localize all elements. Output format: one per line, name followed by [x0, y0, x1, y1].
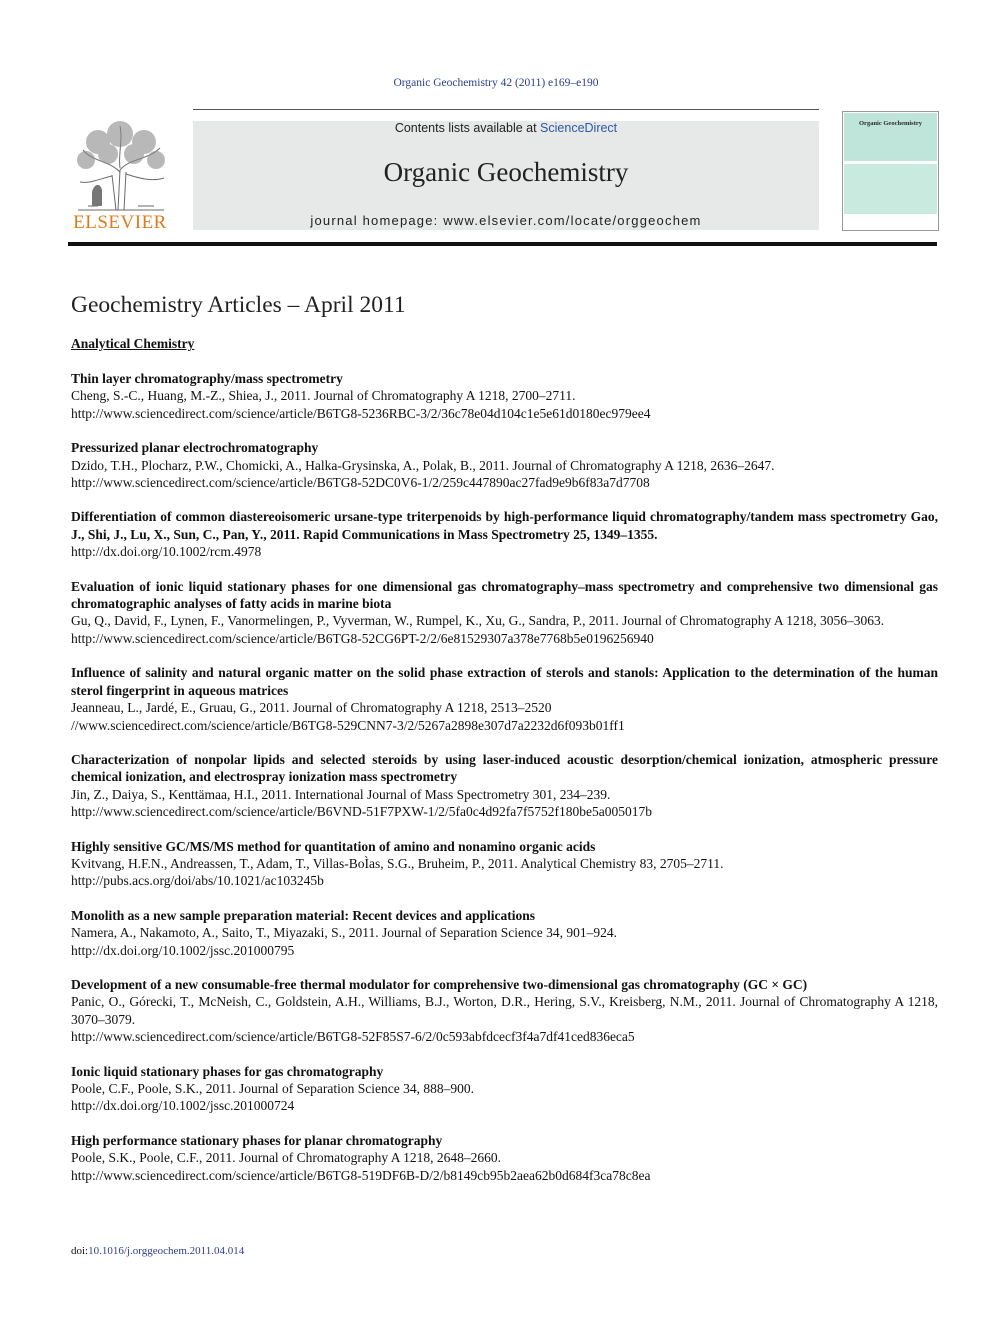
article-url[interactable]: http://www.sciencedirect.com/science/article/B6VND-51F7PXW-1/2/5fa0c4d92fa7f5752f180be5a005017b	[71, 804, 652, 820]
article-url[interactable]: http://www.sciencedirect.com/science/article/B6TG8-5236RBC-3/2/36c78e04d104c1e5e61d0180ec979ee4	[71, 405, 651, 421]
article-title: Development of a new consumable-free thermal modulator for comprehensive two-dimensional gas chromatography (GC × GC)	[71, 976, 808, 992]
article-title: Characterization of nonpolar lipids and selected steroids by using laser-induced acoustic desorption/chemical ionization, atmospheric pressure chemical ionization, and electrospray ionization mass spectrometry	[71, 751, 938, 785]
article-title: Ionic liquid stationary phases for gas chromatography	[71, 1063, 384, 1079]
article-citation: Namera, A., Nakamoto, A., Saito, T., Miyazaki, S., 2011. Journal of Separation Science 34, 901–924.	[71, 925, 618, 941]
cover-bottom-panel	[844, 164, 937, 214]
contents-line	[193, 121, 819, 135]
article-url[interactable]: http://dx.doi.org/10.1002/jssc.201000724	[71, 1098, 295, 1114]
article-citation: Jin, Z., Daiya, S., Kenttämaa, H.I., 2011. International Journal of Mass Spectrometry 301, 234–239.	[71, 786, 611, 802]
article-item	[71, 1132, 938, 1184]
header-top-rule	[193, 109, 819, 110]
article-url[interactable]: http://www.sciencedirect.com/science/article/B6TG8-519DF6B-D/2/b8149cb95b2aea62b0d684f3ca78c8ea	[71, 1167, 651, 1183]
doi-prefix: doi:	[71, 1245, 89, 1257]
article-citation: Poole, S.K., Poole, C.F., 2011. Journal of Chromatography A 1218, 2648–2660.	[71, 1150, 502, 1166]
article-item	[71, 578, 938, 648]
article-title: Highly sensitive GC/MS/MS method for quantitation of amino and nonamino organic acids	[71, 838, 596, 854]
cover-top-panel	[844, 113, 937, 161]
article-citation: Cheng, S.-C., Huang, M.-Z., Shiea, J., 2011. Journal of Chromatography A 1218, 2700–2711.	[71, 388, 576, 404]
article-url[interactable]: http://pubs.acs.org/doi/abs/10.1021/ac103245b	[71, 873, 324, 889]
article-url[interactable]: http://dx.doi.org/10.1002/rcm.4978	[71, 544, 262, 560]
article-title: Pressurized planar electrochromatography	[71, 440, 319, 456]
article-item	[71, 439, 938, 491]
article-title: Thin layer chromatography/mass spectrometry	[71, 371, 343, 386]
journal-banner	[193, 121, 819, 230]
article-item	[71, 1063, 938, 1115]
elsevier-wordmark: ELSEVIER	[73, 212, 167, 233]
journal-title: Organic Geochemistry	[383, 157, 629, 187]
header-rule	[68, 242, 937, 246]
article-item	[71, 976, 938, 1046]
article-item	[71, 664, 938, 734]
contents-prefix: Contents lists available at	[394, 121, 541, 135]
article-url[interactable]: //www.sciencedirect.com/science/article/B6TG8-529CNN7-3/2/5267a2898e307d7a2232d6f093b01ff1	[71, 717, 625, 733]
article-url[interactable]: http://dx.doi.org/10.1002/jssc.201000795	[71, 942, 295, 958]
journal-cover-thumbnail[interactable]	[842, 111, 939, 231]
elsevier-logo	[68, 120, 172, 232]
elsevier-tree-icon	[68, 120, 172, 212]
article-citation: Gu, Q., David, F., Lynen, F., Vanormelingen, P., Vyverman, W., Rumpel, K., Xu, G., Sandra, P., 2011. Journal of Chromatography A 1218, 3056–3063.	[71, 613, 885, 629]
article-title: Influence of salinity and natural organic matter on the solid phase extraction of sterols and stanols: Application to the determination of the human sterol fingerprint in aqueous matrices	[71, 665, 938, 698]
article-title: Monolith as a new sample preparation material: Recent devices and applications	[71, 907, 535, 923]
article-title: High performance stationary phases for planar chromatography	[71, 1132, 443, 1148]
section-heading: Analytical Chemistry	[71, 336, 195, 351]
article-title: Evaluation of ionic liquid stationary phases for one dimensional gas chromatography–mass spectrometry and comprehensive two dimensional gas chromatographic analyses of fatty acids in marine biota	[71, 578, 938, 612]
article-citation: Poole, C.F., Poole, S.K., 2011. Journal of Separation Science 34, 888–900.	[71, 1081, 475, 1096]
article-item	[71, 751, 938, 821]
article-item	[71, 508, 938, 560]
article-citation: Dzido, T.H., Plocharz, P.W., Chomicki, A., Halka-Grysinska, A., Polak, B., 2011. Journal of Chromatography A 1218, 2636–2647.	[71, 457, 775, 473]
doi-link[interactable]: 10.1016/j.orggeochem.2011.04.014	[88, 1245, 245, 1257]
article-citation: Jeanneau, L., Jardé, E., Gruau, G., 2011. Journal of Chromatography A 1218, 2513–2520	[71, 700, 552, 716]
journal-reference[interactable]: Organic Geochemistry 42 (2011) e169–e190	[393, 77, 599, 89]
article-list	[71, 370, 938, 1201]
article-item	[71, 838, 938, 890]
article-item	[71, 907, 938, 959]
journal-homepage[interactable]: journal homepage: www.elsevier.com/locate/orggeochem	[310, 213, 702, 228]
doi-line	[71, 1245, 244, 1257]
article-item	[71, 370, 938, 422]
article-citation: Panic, O., Górecki, T., McNeish, C., Goldstein, A.H., Williams, B.J., Worton, D.R., Hering, S.V., Kreisberg, N.M., 2011. Journal of Chromatography A 1218, 3070–3079.	[71, 994, 938, 1027]
sciencedirect-link[interactable]: ScienceDirect	[540, 121, 618, 135]
article-url[interactable]: http://www.sciencedirect.com/science/article/B6TG8-52DC0V6-1/2/259c447890ac27fad9e9b6f83a7d7708	[71, 475, 650, 491]
cover-title: Organic Geochemistry	[859, 120, 922, 127]
article-url[interactable]: http://www.sciencedirect.com/science/article/B6TG8-52CG6PT-2/2/6e81529307a378e7768b5e0196256940	[71, 630, 654, 646]
article-title: Differentiation of common diastereoisomeric ursane-type triterpenoids by high-performance liquid chromatography/tandem mass spectrometry Gao, J., Shi, J., Lu, X., Sun, C., Pan, Y., 2011. Rapid Communications in Mass Spectrometry 25, 1349–1355.	[71, 509, 938, 542]
article-url[interactable]: http://www.sciencedirect.com/science/article/B6TG8-52F85S7-6/2/0c593abfdcecf3f4a7df41ced836eca5	[71, 1029, 635, 1045]
article-citation: Kvitvang, H.F.N., Andreassen, T., Adam, T., Villas-BoÌas, S.G., Bruheim, P., 2011. Analytical Chemistry 83, 2705–2711.	[71, 855, 724, 871]
page-title: Geochemistry Articles – April 2011	[71, 292, 406, 318]
